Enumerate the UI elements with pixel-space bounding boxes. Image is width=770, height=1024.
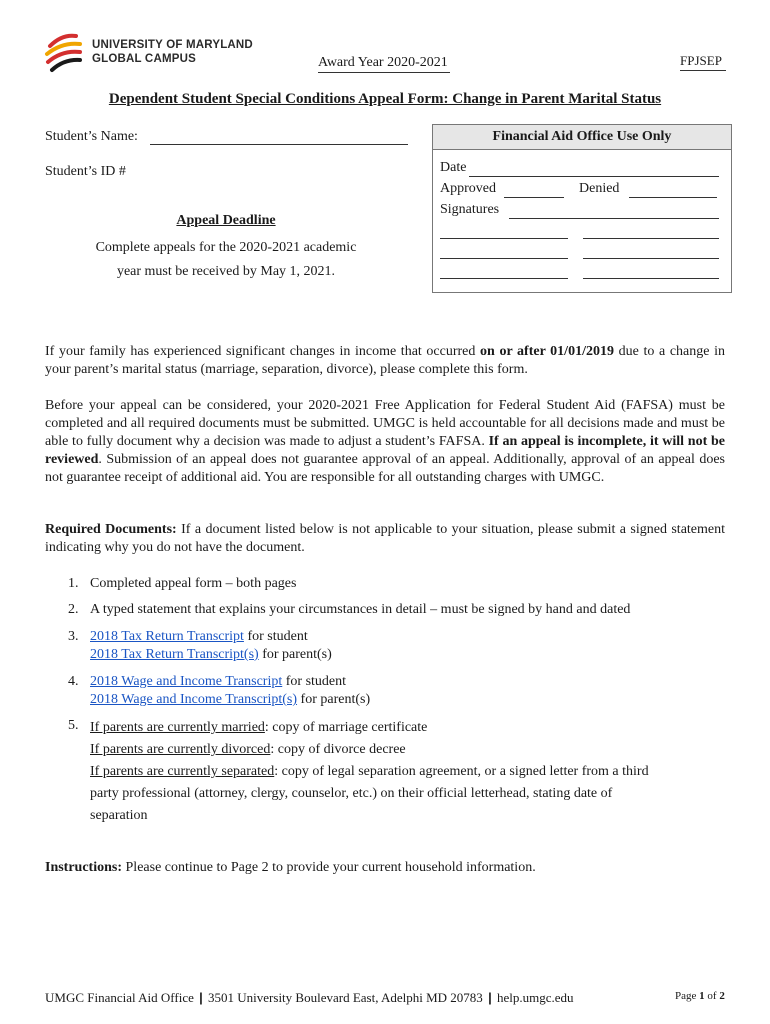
footer <box>45 990 574 1006</box>
office-use-title: Financial Aid Office Use Only <box>433 125 731 150</box>
required-documents-text: If a document listed below is not applicable to your situation, please submit a signed statement indicating why you do not have the document. <box>45 522 725 555</box>
page-total: 2 <box>719 990 725 1002</box>
list-number-4: 4. <box>68 674 79 689</box>
instructions-label: Instructions: <box>45 860 123 875</box>
before-text-1: Before your appeal can be considered, your 2020-2021 Free Application for Federal Student Aid (FAFSA) must be completed and all required documents must be submitted. UMGC is held accountable for all decisions made and must be able to fully document why a decision was made to adjust a student’s FAFSA. <box>45 398 725 449</box>
date-label: Date <box>440 160 467 175</box>
tax-transcript-parent-link[interactable]: 2018 Tax Return Transcript(s) <box>90 647 259 662</box>
page-current: 1 <box>699 990 705 1002</box>
logo-line-2: GLOBAL CAMPUS <box>92 53 196 65</box>
student-name-field[interactable] <box>150 144 408 145</box>
intro-text-1: If your family has experienced significant changes in income that occurred <box>45 344 481 359</box>
separated-requirement-cont-2: separation <box>90 808 148 823</box>
footer-website[interactable]: help.umgc.edu <box>496 990 574 1005</box>
wage-transcript-parent-link[interactable]: 2018 Wage and Income Transcript(s) <box>90 692 298 707</box>
signature-line-6 <box>440 278 568 279</box>
list-number-1: 1. <box>68 576 79 591</box>
divorced-requirement: : copy of divorce decree <box>270 742 406 757</box>
list-number-5: 5. <box>68 718 79 733</box>
student-id-label: Student’s ID # <box>45 164 126 179</box>
signatures-label: Signatures <box>440 202 500 217</box>
list-item-3-text-2: for parent(s) <box>258 647 332 662</box>
deadline-line-1: Complete appeals for the 2020-2021 academic <box>95 240 357 255</box>
required-documents-paragraph <box>45 521 725 557</box>
list-number-2: 2. <box>68 602 79 617</box>
list-item-1: Completed appeal form – both pages <box>90 576 297 591</box>
umgc-logo-mark-icon <box>44 32 88 78</box>
office-use-box <box>432 124 732 293</box>
list-item-3-text-1: for student <box>243 629 308 644</box>
before-bold-warning: If an appeal is incomplete, it will not be reviewed <box>45 434 725 467</box>
signature-line-4 <box>440 258 568 259</box>
separated-requirement-cont-1: party professional (attorney, clergy, counselor, etc.) on their official letterhead, stating date of <box>90 786 613 801</box>
denied-label: Denied <box>579 181 620 196</box>
divorced-condition: If parents are currently divorced <box>90 742 271 757</box>
footer-address: 3501 University Boulevard East, Adelphi MD 20783 <box>208 990 483 1005</box>
page-label: Page <box>675 990 700 1002</box>
list-number-3: 3. <box>68 629 79 644</box>
appeal-deadline-title: Appeal Deadline <box>176 213 276 228</box>
married-requirement: : copy of marriage certificate <box>264 720 428 735</box>
student-name-label: Student’s Name: <box>45 129 138 144</box>
list-item-4-text-2: for parent(s) <box>297 692 371 707</box>
before-paragraph <box>45 397 725 487</box>
list-item-2: A typed statement that explains your circumstances in detail – must be signed by hand and dated <box>90 602 631 617</box>
list-item-4-text-1: for student <box>282 674 347 689</box>
list-item-4 <box>90 673 370 709</box>
list-item-5 <box>90 717 649 827</box>
date-line <box>469 176 719 177</box>
wage-transcript-student-link[interactable]: 2018 Wage and Income Transcript <box>90 674 283 689</box>
denied-line <box>629 197 717 198</box>
footer-separator-1: | <box>199 990 203 1005</box>
umgc-logo <box>44 32 284 78</box>
signature-line-2 <box>440 238 568 239</box>
deadline-line-2: year must be received by May 1, 2021. <box>116 264 336 279</box>
signature-line-5 <box>583 258 719 259</box>
footer-separator-2: | <box>488 990 492 1005</box>
award-year: Award Year 2020-2021 <box>318 55 450 73</box>
form-code: FPJSEP <box>680 53 726 71</box>
intro-paragraph <box>45 343 725 379</box>
approved-label: Approved <box>440 181 496 196</box>
page-number <box>675 990 725 1002</box>
instructions <box>45 860 536 876</box>
intro-date-bold: on or after 01/01/2019 <box>480 344 614 359</box>
signature-line-7 <box>583 278 719 279</box>
approved-line <box>504 197 564 198</box>
logo-line-1: UNIVERSITY OF MARYLAND <box>92 39 253 51</box>
before-text-2: . Submission of an appeal does not guarantee approval of an appeal. Additionally, approval of an appeal does not guarantee receipt of additional aid. You are responsible for all outstanding charges with UMGC. <box>45 452 725 485</box>
married-condition: If parents are currently married <box>90 720 265 735</box>
signature-line-3 <box>583 238 719 239</box>
page-title: Dependent Student Special Conditions Appeal Form: Change in Parent Marital Status <box>108 91 662 107</box>
list-item-3 <box>90 628 332 664</box>
appeal-deadline-text <box>70 236 382 284</box>
separated-requirement: : copy of legal separation agreement, or a signed letter from a third <box>274 764 649 779</box>
footer-office: UMGC Financial Aid Office <box>45 990 194 1005</box>
separated-condition: If parents are currently separated <box>90 764 275 779</box>
required-documents-label: Required Documents: <box>45 522 177 537</box>
instructions-text: Please continue to Page 2 to provide your current household information. <box>122 860 536 875</box>
tax-transcript-student-link[interactable]: 2018 Tax Return Transcript <box>90 629 244 644</box>
signature-line-1 <box>509 218 719 219</box>
intro-text-2: due to a change in your parent’s marital status (marriage, separation, divorce), please complete this form. <box>45 344 725 377</box>
page-of: of <box>704 990 720 1002</box>
